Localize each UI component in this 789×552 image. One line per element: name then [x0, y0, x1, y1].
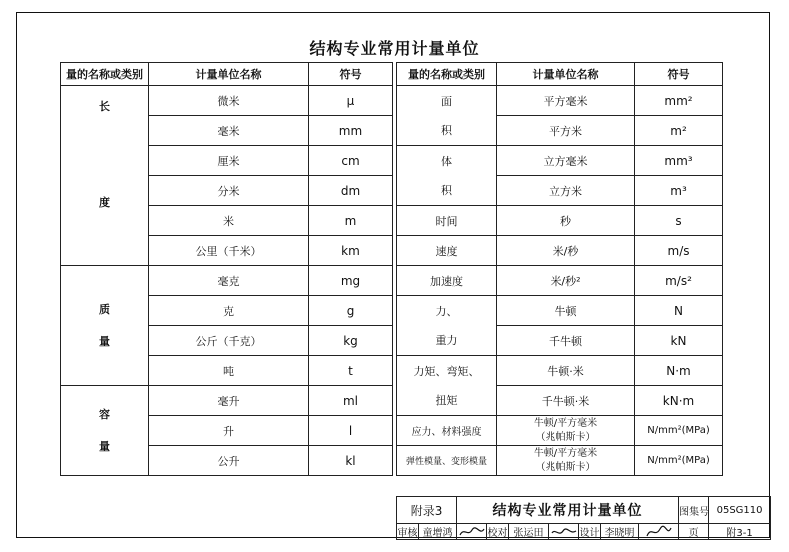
check-signature: [549, 524, 579, 540]
check-label: 校对: [487, 524, 509, 540]
unit-name: 克: [149, 296, 309, 326]
unit-symbol: μ: [309, 86, 393, 116]
table-header-row: [397, 63, 723, 86]
unit-name: 升: [149, 416, 309, 446]
title-block: [396, 496, 771, 540]
category: 速度: [397, 236, 497, 266]
unit-symbol: m³: [635, 176, 723, 206]
unit-symbol: l: [309, 416, 393, 446]
unit-name: 千牛顿: [497, 326, 635, 356]
category-line: 容: [99, 407, 110, 421]
category: 积: [397, 116, 497, 146]
category-volume: [61, 386, 149, 476]
unit-name: 米/秒: [497, 236, 635, 266]
table-row: [397, 416, 723, 446]
unit-name: 米: [149, 206, 309, 236]
review-label: 审核: [397, 524, 419, 540]
category: 扭矩: [397, 386, 497, 416]
category-line: 度: [99, 196, 110, 209]
unit-symbol: ml: [309, 386, 393, 416]
unit-name: 米/秒²: [497, 266, 635, 296]
unit-symbol: kN·m: [635, 386, 723, 416]
unit-name: [497, 416, 635, 446]
table-row: [397, 446, 723, 476]
table-row: [397, 116, 723, 146]
unit-name: 公升: [149, 446, 309, 476]
category-mass: [61, 266, 149, 386]
header-symbol: 符号: [635, 63, 723, 86]
design-signature: [639, 524, 679, 540]
header-symbol: 符号: [309, 63, 393, 86]
category: 时间: [397, 206, 497, 236]
unit-name: 公斤（千克）: [149, 326, 309, 356]
header-category: 量的名称或类别: [397, 63, 497, 86]
design-name: 李晓明: [601, 524, 639, 540]
right-units-table: [396, 62, 723, 476]
unit-symbol: mm²: [635, 86, 723, 116]
unit-symbol: km: [309, 236, 393, 266]
table-row: [397, 176, 723, 206]
signature-icon: [550, 525, 578, 539]
unit-name: 厘米: [149, 146, 309, 176]
table-row: [397, 146, 723, 176]
unit-name-line: 牛顿/平方毫米: [533, 417, 598, 429]
review-signature: [457, 524, 487, 540]
unit-symbol: N·m: [635, 356, 723, 386]
unit-symbol: kN: [635, 326, 723, 356]
unit-name: 牛顿·米: [497, 356, 635, 386]
page-title: 结构专业常用计量单位: [309, 39, 480, 58]
table-row: [61, 86, 393, 116]
check-name: 张运田: [509, 524, 549, 540]
table-row: [61, 386, 393, 416]
table-row: [397, 386, 723, 416]
left-units-table: [60, 62, 393, 476]
header-category: 量的名称或类别: [61, 63, 149, 86]
header-unit-name: 计量单位名称: [497, 63, 635, 86]
unit-symbol: m: [309, 206, 393, 236]
sheet-title: 结构专业常用计量单位: [457, 497, 679, 524]
category-length: [61, 86, 149, 266]
appendix-label: 附录3: [397, 497, 457, 524]
category-line: 长: [99, 100, 110, 113]
unit-symbol: m/s: [635, 236, 723, 266]
unit-symbol: m²: [635, 116, 723, 146]
category: 力、: [397, 296, 497, 326]
unit-symbol: mm: [309, 116, 393, 146]
unit-symbol: mg: [309, 266, 393, 296]
signature-icon: [645, 525, 673, 539]
unit-name: 千牛顿·米: [497, 386, 635, 416]
category: 应力、材料强度: [397, 416, 497, 446]
unit-name: 平方毫米: [497, 86, 635, 116]
unit-symbol: s: [635, 206, 723, 236]
unit-name-line: （兆帕斯卡）: [535, 431, 596, 443]
page-number: 附3-1: [709, 524, 771, 540]
atlas-number: 05SG110: [709, 497, 771, 524]
unit-symbol: N: [635, 296, 723, 326]
unit-name: 牛顿: [497, 296, 635, 326]
unit-symbol: kl: [309, 446, 393, 476]
unit-symbol: cm: [309, 146, 393, 176]
table-row: [397, 206, 723, 236]
unit-name: 微米: [149, 86, 309, 116]
category: 加速度: [397, 266, 497, 296]
signature-icon: [458, 525, 486, 539]
unit-name: 毫升: [149, 386, 309, 416]
table-header-row: [61, 63, 393, 86]
table-row: [397, 296, 723, 326]
category: 体: [397, 146, 497, 176]
table-row: [397, 86, 723, 116]
unit-symbol: g: [309, 296, 393, 326]
header-unit-name: 计量单位名称: [149, 63, 309, 86]
atlas-label: 图集号: [679, 497, 709, 524]
unit-symbol: N/mm²(MPa): [635, 416, 723, 446]
category: 弹性模量、变形模量: [397, 446, 497, 476]
category: 积: [397, 176, 497, 206]
category: 面: [397, 86, 497, 116]
table-row: [397, 266, 723, 296]
unit-name: 吨: [149, 356, 309, 386]
unit-symbol: m/s²: [635, 266, 723, 296]
unit-symbol: t: [309, 356, 393, 386]
category: 力矩、弯矩、: [397, 356, 497, 386]
unit-name: 分米: [149, 176, 309, 206]
unit-name-line: （兆帕斯卡）: [535, 461, 596, 473]
unit-symbol: dm: [309, 176, 393, 206]
unit-name: 秒: [497, 206, 635, 236]
unit-name: 立方米: [497, 176, 635, 206]
unit-symbol: kg: [309, 326, 393, 356]
unit-name-line: 牛顿/平方毫米: [533, 447, 598, 459]
category-line: 量: [99, 334, 110, 348]
unit-name: [497, 446, 635, 476]
unit-name: 毫克: [149, 266, 309, 296]
page-label: 页: [679, 524, 709, 540]
unit-name: 平方米: [497, 116, 635, 146]
unit-name: 毫米: [149, 116, 309, 146]
review-name: 童增鸿: [419, 524, 457, 540]
design-label: 设计: [579, 524, 601, 540]
unit-name: 公里（千米）: [149, 236, 309, 266]
unit-symbol: mm³: [635, 146, 723, 176]
table-row: [61, 266, 393, 296]
category: 重力: [397, 326, 497, 356]
table-row: [397, 326, 723, 356]
table-row: [397, 356, 723, 386]
category-line: 量: [99, 439, 110, 453]
unit-name: 立方毫米: [497, 146, 635, 176]
category-line: 质: [99, 302, 110, 316]
table-row: [397, 236, 723, 266]
unit-symbol: N/mm²(MPa): [635, 446, 723, 476]
